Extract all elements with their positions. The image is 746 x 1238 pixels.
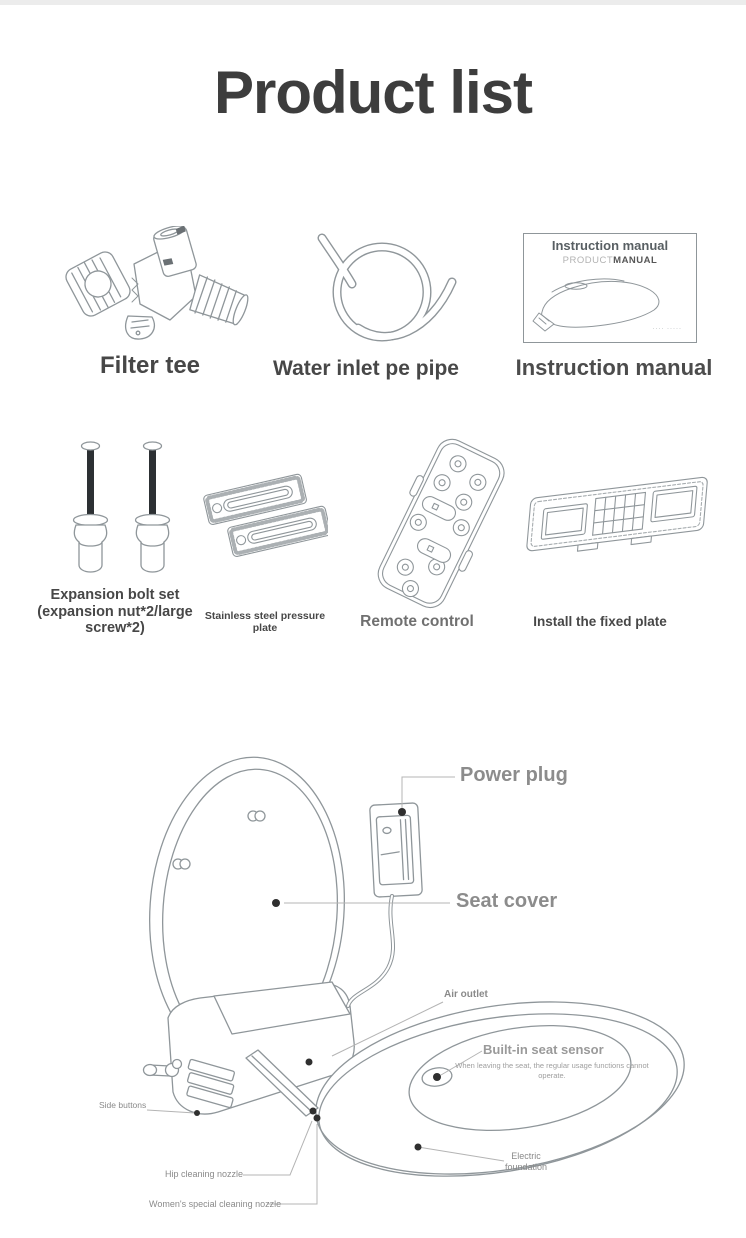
filter-tee-label: Filter tee bbox=[99, 352, 201, 379]
manual-brand-mark: ···· ····· bbox=[652, 326, 682, 332]
top-divider-strip bbox=[0, 0, 746, 5]
bidet-seat-diagram bbox=[0, 720, 746, 1238]
instruction-manual-card bbox=[523, 233, 697, 343]
fixed-plate-drawing bbox=[525, 462, 720, 587]
electric-foundation-label: Electric foundation bbox=[504, 1151, 548, 1173]
page-title: Product list bbox=[213, 59, 533, 126]
water-pipe-label: Water inlet pe pipe bbox=[273, 357, 459, 380]
seat-sensor-label: Built-in seat sensor bbox=[483, 1042, 604, 1057]
water-pipe-drawing bbox=[292, 226, 460, 350]
manual-seat-drawing bbox=[530, 268, 680, 332]
expansion-bolt-label: Expansion bolt set (expansion nut*2/large screw*2) bbox=[37, 587, 193, 637]
manual-subtitle-manual: MANUAL bbox=[613, 255, 658, 266]
hip-nozzle-label: Hip cleaning nozzle bbox=[165, 1169, 244, 1179]
manual-card-title: Instruction manual bbox=[551, 238, 669, 253]
seat-cover-label: Seat cover bbox=[456, 890, 558, 912]
women-nozzle-label: Women's special cleaning nozzle bbox=[149, 1199, 282, 1209]
fixed-plate-label: Install the fixed plate bbox=[533, 614, 667, 629]
filter-tee-drawing bbox=[62, 226, 252, 350]
manual-subtitle-product: PRODUCT bbox=[562, 255, 614, 266]
expansion-bolt-drawing bbox=[55, 438, 185, 580]
instruction-manual-label: Instruction manual bbox=[515, 355, 713, 380]
remote-control-label: Remote control bbox=[360, 613, 474, 630]
power-plug-label: Power plug bbox=[460, 764, 568, 786]
air-outlet-label: Air outlet bbox=[444, 989, 488, 1000]
pressure-plate-label: Stainless steel pressure plate bbox=[204, 610, 326, 635]
manual-card-subtitle bbox=[524, 255, 696, 266]
seat-sensor-note: When leaving the seat, the regular usage functions cannot operate. bbox=[455, 1061, 649, 1080]
remote-control-drawing bbox=[368, 434, 508, 612]
side-buttons-label: Side buttons bbox=[99, 1100, 147, 1110]
pressure-plate-drawing bbox=[193, 470, 328, 570]
